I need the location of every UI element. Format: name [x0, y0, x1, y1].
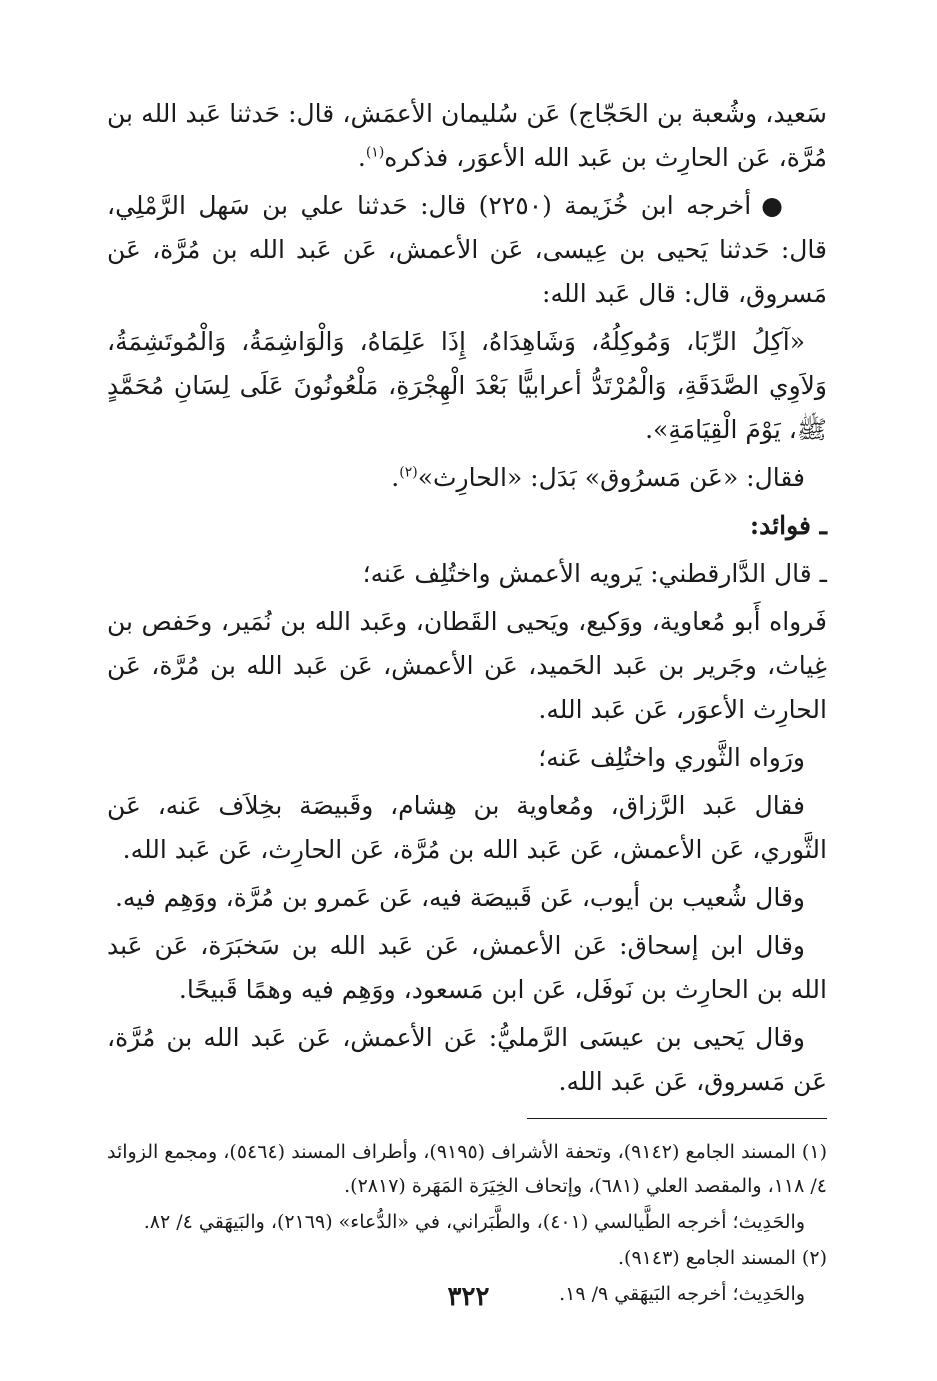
- paragraph: وقال يَحيى بن عيسَى الرَّمليُّ: عَن الأعمش، عَن عَبد الله بن مُرَّة، عَن مَسروق، عَن عَبد الله.: [107, 1023, 827, 1096]
- footnote: والحَدِيث؛ أخرجه الطَّيالسي (٤٠١)، والطَّبَراني، في «الدُّعاء» (٢١٦٩)، والبَيهَقي ٤/ ٨٢.: [143, 1211, 805, 1233]
- paragraph: ورَواه الثَّوري واختُلِف عَنه؛: [538, 743, 805, 772]
- main-text: [107, 92, 827, 1104]
- footnote: والحَدِيث؛ أخرجه البَيهَقي ٩/ ١٩.: [559, 1283, 805, 1305]
- paragraph: فقال: «عَن مَسرُوق» بَدَل: «الحارِث»$^{(٢)}$.: [391, 463, 805, 492]
- paragraph: سَعيد، وشُعبة بن الحَجّاج) عَن سُليمان الأعمَش، قال: حَدثنا عَبد الله بن مُرَّة، عَن الحارِث بن عَبد الله الأعوَر، فذكره$^{(١)}$.: [107, 99, 827, 172]
- footnote-ref: (١): [365, 144, 385, 161]
- paragraph: فَرواه أَبو مُعاوية، ووَكيع، ويَحيى القَطان، وعَبد الله بن نُمَير، وحَفص بن غِياث، وجَرير بن عَبد الحَميد، عَن الأعمش، عَن عَبد الله بن مُرَّة، عَن الحارِث الأعوَر، عَن عَبد الله.: [107, 607, 827, 724]
- section-heading: ـ فوائد:: [749, 511, 827, 540]
- hadith-text: «آكِلُ الرِّبَا، وَمُوكِلُهُ، وَشَاهِدَاهُ، إِذَا عَلِمَاهُ، وَالْوَاشِمَةُ، وَالْمُوتَشِمَةُ، وَلاَوِي الصَّدَقَةِ، وَالْمُرْتَدُّ أعرابيًّا بَعْدَ الْهِجْرَةِ، مَلْعُونُونَ عَلَى لِسَانِ مُحَمَّدٍ ﷺ، يَوْمَ الْقِيَامَةِ».: [107, 327, 827, 444]
- paragraph: وقال شُعيب بن أيوب، عَن قَبيصَة فيه، عَن عَمرو بن مُرَّة، ووَهِم فيه.: [114, 883, 805, 912]
- footnote-ref: (٢): [399, 464, 418, 481]
- page-number: ٣٢٢: [447, 1282, 490, 1312]
- bullet-icon: ●: [761, 191, 783, 220]
- paragraph: وقال ابن إسحاق: عَن الأعمش، عَن عَبد الله بن سَخبَرَة، عَن عَبد الله بن الحارِث بن نَوفَل، عَن ابن مَسعود، ووَهِم فيه وهمًا قَبيحًا.: [107, 931, 827, 1004]
- paragraph: ـ قال الدَّارقطني: يَرويه الأعمش واختُلِف عَنه؛: [362, 559, 827, 588]
- page-body: [107, 92, 827, 1313]
- footnote: (٢) المسند الجامع (٩١٤٣).: [618, 1247, 827, 1269]
- footnote-separator: [527, 1118, 827, 1119]
- footnote: (١) المسند الجامع (٩١٤٢)، وتحفة الأشراف (٩١٩٥)، وأطراف المسند (٥٤٦٤)، ومجمع الزوائد ٤/ ١١٨، والمقصد العلي (٦٨١)، وإتحاف الخِيَرَة المَهَرة (٢٨١٧).: [107, 1141, 827, 1197]
- paragraph-takhrij: ●أخرجه ابن خُزَيمة (٢٢٥٠) قال: حَدثنا علي بن سَهل الرَّمْلِي، قال: حَدثنا يَحيى بن عِيسى، عَن الأعمش، عَن عَبد الله بن مُرَّة، عَن مَسروق، قال: قال عَبد الله:: [107, 184, 827, 316]
- paragraph: فقال عَبد الرَّزاق، ومُعاوية بن هِشام، وقَبيصَة بخِلاَف عَنه، عَن الثَّوري، عَن الأعمش، عَن عَبد الله بن مُرَّة، عَن الحارِث، عَن عَبد الله.: [107, 791, 827, 864]
